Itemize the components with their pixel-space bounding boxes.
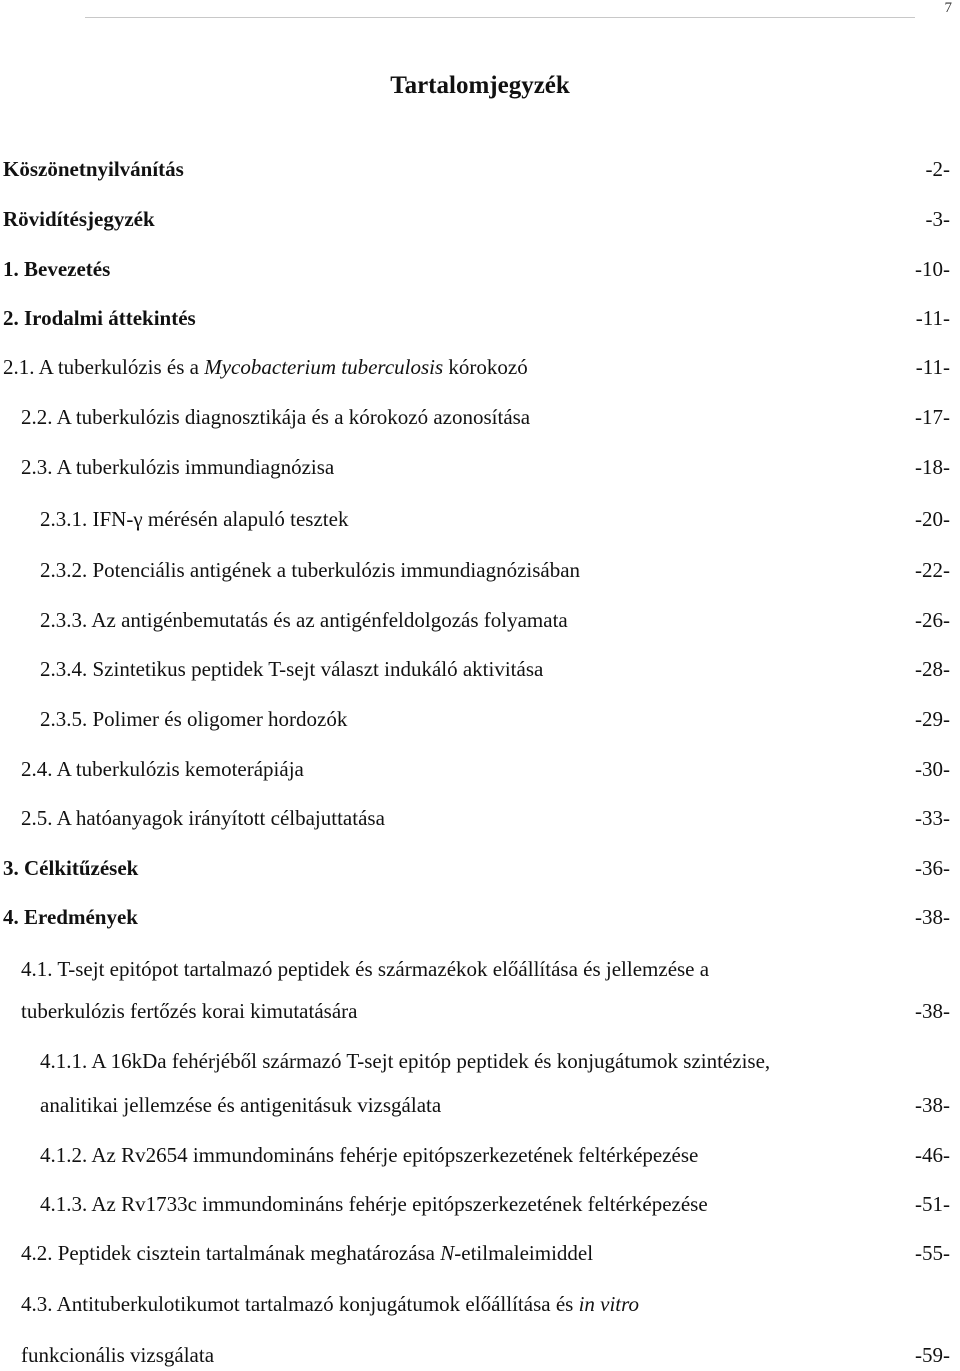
toc-entry-page: -38- [915, 1093, 950, 1117]
toc-entry-page: -10- [915, 257, 950, 281]
toc-entry-page: -46- [915, 1143, 950, 1167]
toc-entry-label: tuberkulózis fertőzés korai kimutatására [21, 999, 358, 1023]
toc-entry-label-suffix: -etilmaleimiddel [454, 1241, 594, 1265]
page-number: 7 [944, 0, 952, 16]
toc-entry-page: -30- [915, 757, 950, 781]
toc-entry-page: -17- [915, 405, 950, 429]
toc-entry-2-1[interactable] [3, 354, 950, 380]
toc-entry-label: analitikai jellemzése és antigenitásuk vizsgálata [40, 1093, 442, 1117]
toc-entry-label: 3. Célkitűzések [3, 856, 139, 880]
toc-entry-literature-review[interactable] [3, 305, 950, 331]
toc-entry-page: -36- [915, 856, 950, 880]
toc-entry-label: 2.3.2. Potenciális antigének a tuberkulózis immundiagnózisában [40, 558, 581, 582]
toc-entry-label: 4.1.3. Az Rv1733c immundomináns fehérje epitópszerkezetének feltérképezése [40, 1192, 708, 1216]
toc-entry-label: 2.3. A tuberkulózis immundiagnózisa [21, 455, 335, 479]
toc-entry-label-italic: N [440, 1241, 455, 1265]
toc-entry-page: -11- [915, 306, 950, 330]
header-rule [85, 17, 915, 18]
toc-entry-label: 4.1.2. Az Rv2654 immundomináns fehérje epitópszerkezetének feltérképezése [40, 1143, 699, 1167]
toc-entry-4-1-line1[interactable]: 4.1. T-sejt epitópot tartalmazó peptidek és származékok előállítása és jellemzése a [21, 957, 710, 981]
toc-entry-page: -2- [925, 157, 950, 181]
toc-entry-page: -33- [915, 806, 950, 830]
toc-entry-label: 2.3.1. IFN-γ mérésén alapuló tesztek [40, 507, 349, 531]
toc-entry-label-prefix: 2.1. A tuberkulózis és a [3, 355, 205, 379]
toc-entry-page: -28- [915, 657, 950, 681]
toc-entry-label-prefix: 4.3. Antituberkulotikumot tartalmazó konjugátumok előállítása és [21, 1292, 579, 1316]
toc-entry-4-1-2[interactable] [40, 1142, 950, 1168]
toc-entry-label [3, 354, 528, 380]
toc-entry-4-1-1[interactable] [40, 1092, 950, 1118]
toc-entry-page: -11- [915, 355, 950, 379]
toc-entry-label-italic: in vitro [578, 1292, 640, 1316]
toc-entry-label: Köszönetnyilvánítás [3, 157, 184, 181]
toc-entry-label: 1. Bevezetés [3, 257, 111, 281]
toc-entry-results[interactable] [3, 904, 950, 930]
toc-entry-4-1-3[interactable] [40, 1191, 950, 1217]
toc-entry-page: -38- [915, 905, 950, 929]
toc-entry-2-3-2[interactable] [40, 557, 950, 583]
toc-entry-acknowledgements[interactable] [3, 156, 950, 182]
toc-entry-2-4[interactable] [21, 756, 950, 782]
toc-entry-2-5[interactable] [21, 805, 950, 831]
toc-entry-page: -3- [925, 207, 950, 231]
toc-entry-label: Rövidítésjegyzék [3, 207, 155, 231]
toc-entry-page: -38- [915, 999, 950, 1023]
toc-entry-2-3-1[interactable] [40, 506, 950, 532]
toc-entry-2-3-5[interactable] [40, 706, 950, 732]
toc-entry-2-2[interactable] [21, 404, 950, 430]
toc-entry-4-1[interactable] [21, 998, 950, 1024]
toc-entry-page: -26- [915, 608, 950, 632]
toc-entry-4-3[interactable] [21, 1342, 950, 1368]
toc-entry-2-3-4[interactable] [40, 656, 950, 682]
toc-entry-label: 4. Eredmények [3, 905, 138, 929]
toc-entry-label: 2.2. A tuberkulózis diagnosztikája és a kórokozó azonosítása [21, 405, 531, 429]
toc-entry-label: 2.5. A hatóanyagok irányított célbajuttatása [21, 806, 385, 830]
toc-entry-page: -18- [915, 455, 950, 479]
toc-entry-label: 2. Irodalmi áttekintés [3, 306, 196, 330]
toc-entry-4-3-line1[interactable] [21, 1291, 639, 1317]
toc-entry-page: -29- [915, 707, 950, 731]
toc-entry-4-2[interactable] [21, 1240, 950, 1266]
toc-entry-label: 2.3.5. Polimer és oligomer hordozók [40, 707, 348, 731]
toc-entry-label-suffix: kórokozó [443, 355, 528, 379]
toc-entry-label-prefix: 4.2. Peptidek cisztein tartalmának meghatározása [21, 1241, 441, 1265]
toc-entry-introduction[interactable] [3, 256, 950, 282]
page-title: Tartalomjegyzék [390, 72, 570, 99]
toc-entry-label: 2.3.4. Szintetikus peptidek T-sejt választ indukáló aktivitása [40, 657, 544, 681]
toc-entry-4-1-1-line1[interactable]: 4.1.1. A 16kDa fehérjéből származó T-sejt epitóp peptidek és konjugátumok szintézise, [40, 1049, 771, 1073]
toc-entry-page: -55- [915, 1241, 950, 1265]
toc-entry-label-italic: Mycobacterium tuberculosis [204, 355, 444, 379]
toc-entry-2-3[interactable] [21, 454, 950, 480]
toc-entry-page: -59- [915, 1343, 950, 1367]
toc-entry-2-3-3[interactable] [40, 607, 950, 633]
toc-entry-label: 2.4. A tuberkulózis kemoterápiája [21, 757, 304, 781]
toc-entry-objectives[interactable] [3, 855, 950, 881]
toc-entry-page: -20- [915, 507, 950, 531]
toc-entry-label: funkcionális vizsgálata [21, 1343, 215, 1367]
toc-entry-page: -51- [915, 1192, 950, 1216]
toc-entry-abbreviations[interactable] [3, 206, 950, 232]
toc-entry-page: -22- [915, 558, 950, 582]
toc-entry-label [21, 1240, 593, 1266]
toc-entry-label: 2.3.3. Az antigénbemutatás és az antigénfeldolgozás folyamata [40, 608, 568, 632]
